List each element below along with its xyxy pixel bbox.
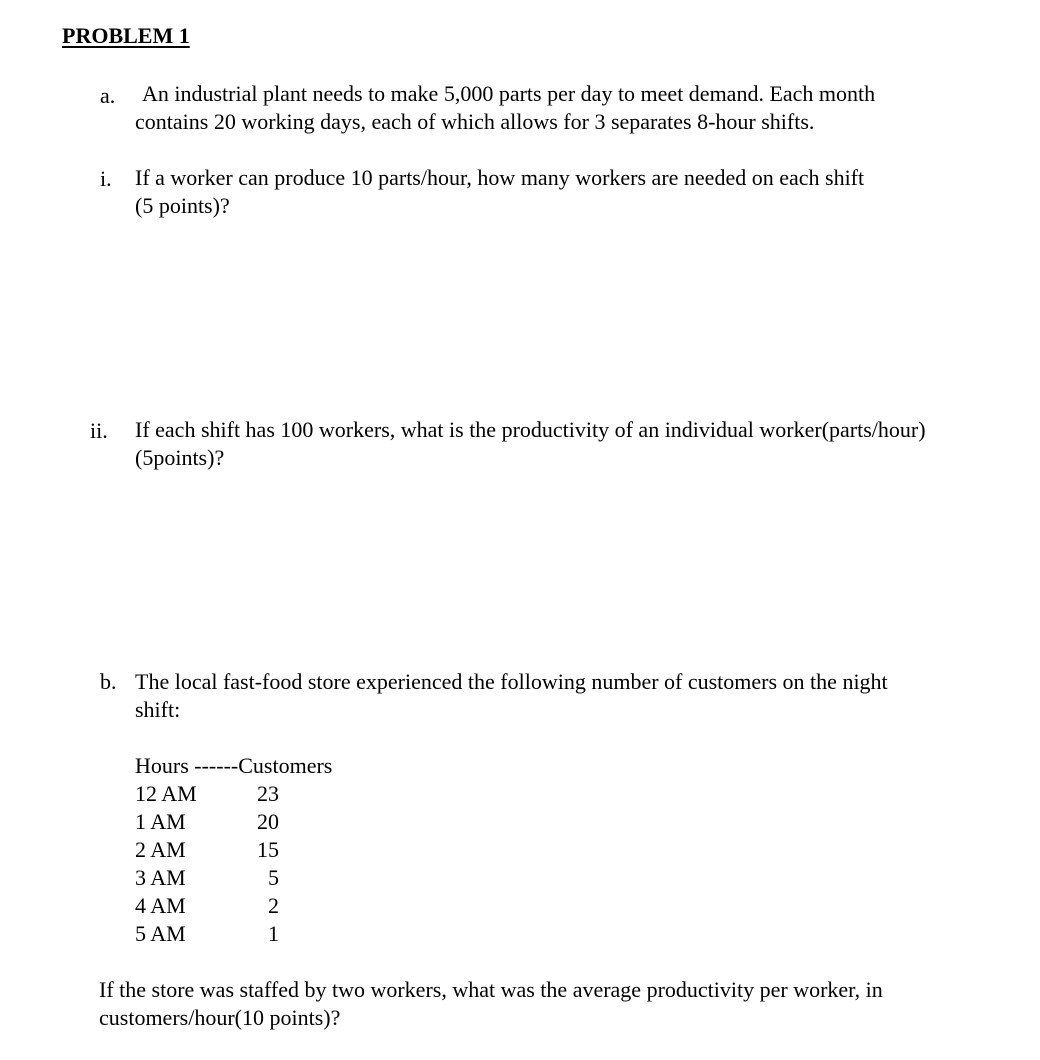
part-a-i-marker: i. <box>100 166 112 191</box>
part-b-marker: b. <box>100 669 117 694</box>
table-row <box>135 780 279 808</box>
table-row <box>135 808 279 836</box>
hour-cell: 5 AM <box>135 921 186 946</box>
table-row <box>135 836 279 864</box>
final-question-line-1: If the store was staffed by two workers, what was the average productivity per worker, in <box>99 977 883 1002</box>
part-a-i-line-2: (5 points)? <box>135 193 230 218</box>
part-a-ii-line-1: If each shift has 100 workers, what is the productivity of an individual worker(parts/hour) <box>135 417 926 442</box>
hour-cell: 1 AM <box>135 809 186 834</box>
part-a-i-line-1: If a worker can produce 10 parts/hour, how many workers are needed on each shift <box>135 165 865 190</box>
table-row <box>135 864 279 892</box>
part-b-line-2: shift: <box>135 697 181 722</box>
table-header: Hours ------Customers <box>135 753 333 778</box>
customers-cell: 23 <box>257 781 279 806</box>
table-row <box>135 892 279 920</box>
part-a-line-2: contains 20 working days, each of which allows for 3 separates 8-hour shifts. <box>135 109 815 134</box>
part-a-marker: a. <box>100 83 116 108</box>
final-question-line-2: customers/hour(10 points)? <box>99 1005 341 1030</box>
hour-cell: 3 AM <box>135 865 186 890</box>
customers-cell: 15 <box>257 837 279 862</box>
part-a-ii-marker: ii. <box>90 418 108 443</box>
problem-title: PROBLEM 1 <box>62 23 190 48</box>
part-a-line-1: An industrial plant needs to make 5,000 parts per day to meet demand. Each month <box>142 81 876 106</box>
hour-cell: 12 AM <box>135 781 197 806</box>
table-row <box>135 920 279 948</box>
part-b-line-1: The local fast-food store experienced the following number of customers on the night <box>135 669 888 694</box>
customers-cell: 5 <box>268 865 279 890</box>
part-a-ii-line-2: (5points)? <box>135 445 225 470</box>
hour-cell: 2 AM <box>135 837 186 862</box>
customers-cell: 2 <box>268 893 279 918</box>
hour-cell: 4 AM <box>135 893 186 918</box>
customers-cell: 20 <box>257 809 279 834</box>
customers-cell: 1 <box>268 921 279 946</box>
